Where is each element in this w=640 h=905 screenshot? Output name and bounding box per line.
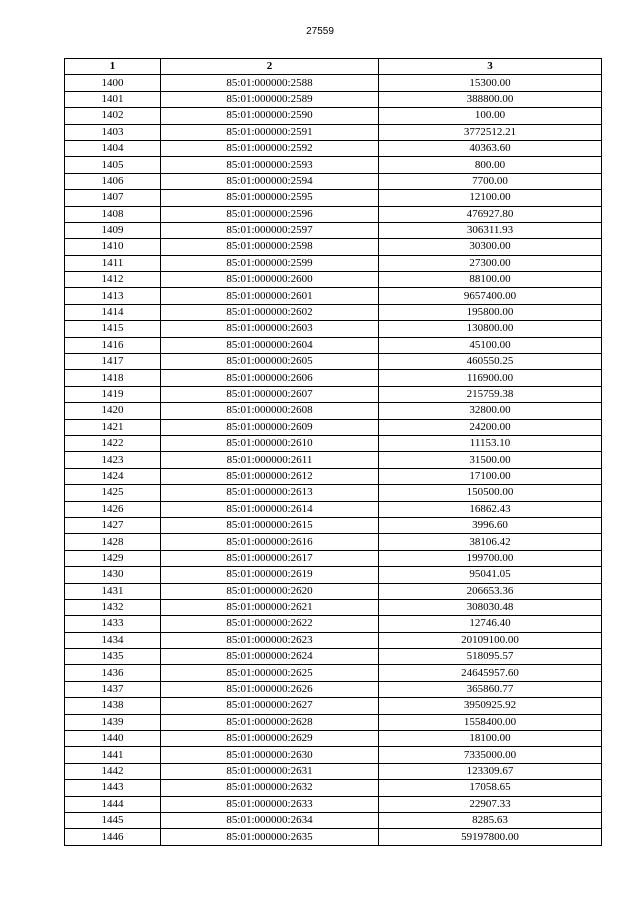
cadastral-number-cell: 85:01:000000:2635 bbox=[161, 829, 379, 845]
cadastral-number-cell: 85:01:000000:2614 bbox=[161, 501, 379, 517]
row-number-cell: 1403 bbox=[65, 124, 161, 140]
value-cell: 95041.05 bbox=[379, 567, 602, 583]
cadastral-number-cell: 85:01:000000:2606 bbox=[161, 370, 379, 386]
row-number-cell: 1439 bbox=[65, 714, 161, 730]
cadastral-number-cell: 85:01:000000:2600 bbox=[161, 272, 379, 288]
value-cell: 15300.00 bbox=[379, 75, 602, 91]
value-cell: 27300.00 bbox=[379, 255, 602, 271]
cadastral-number-cell: 85:01:000000:2623 bbox=[161, 632, 379, 648]
value-cell: 11153.10 bbox=[379, 435, 602, 451]
row-number-cell: 1431 bbox=[65, 583, 161, 599]
value-cell: 16862.43 bbox=[379, 501, 602, 517]
row-number-cell: 1428 bbox=[65, 534, 161, 550]
value-cell: 20109100.00 bbox=[379, 632, 602, 648]
table-header bbox=[65, 59, 602, 75]
value-cell: 45100.00 bbox=[379, 337, 602, 353]
value-cell: 215759.38 bbox=[379, 386, 602, 402]
column-header-2: 2 bbox=[161, 59, 379, 75]
row-number-cell: 1442 bbox=[65, 763, 161, 779]
table-row bbox=[65, 714, 602, 730]
table-row bbox=[65, 239, 602, 255]
value-cell: 100.00 bbox=[379, 108, 602, 124]
table-row bbox=[65, 517, 602, 533]
cadastral-number-cell: 85:01:000000:2620 bbox=[161, 583, 379, 599]
table-row bbox=[65, 747, 602, 763]
cadastral-number-cell: 85:01:000000:2634 bbox=[161, 812, 379, 828]
cadastral-number-cell: 85:01:000000:2616 bbox=[161, 534, 379, 550]
table-row bbox=[65, 304, 602, 320]
table-row bbox=[65, 435, 602, 451]
row-number-cell: 1402 bbox=[65, 108, 161, 124]
row-number-cell: 1429 bbox=[65, 550, 161, 566]
row-number-cell: 1437 bbox=[65, 681, 161, 697]
table-row bbox=[65, 370, 602, 386]
cadastral-number-cell: 85:01:000000:2593 bbox=[161, 157, 379, 173]
value-cell: 3996.60 bbox=[379, 517, 602, 533]
value-cell: 206653.36 bbox=[379, 583, 602, 599]
row-number-cell: 1413 bbox=[65, 288, 161, 304]
cadastral-number-cell: 85:01:000000:2602 bbox=[161, 304, 379, 320]
row-number-cell: 1444 bbox=[65, 796, 161, 812]
row-number-cell: 1419 bbox=[65, 386, 161, 402]
cadastral-number-cell: 85:01:000000:2589 bbox=[161, 91, 379, 107]
cadastral-number-cell: 85:01:000000:2591 bbox=[161, 124, 379, 140]
value-cell: 123309.67 bbox=[379, 763, 602, 779]
value-cell: 40363.60 bbox=[379, 140, 602, 156]
table-row bbox=[65, 91, 602, 107]
table-row bbox=[65, 337, 602, 353]
column-header-3: 3 bbox=[379, 59, 602, 75]
row-number-cell: 1433 bbox=[65, 616, 161, 632]
value-cell: 195800.00 bbox=[379, 304, 602, 320]
row-number-cell: 1406 bbox=[65, 173, 161, 189]
cadastral-number-cell: 85:01:000000:2604 bbox=[161, 337, 379, 353]
table-row bbox=[65, 222, 602, 238]
table-row bbox=[65, 599, 602, 615]
table-row bbox=[65, 419, 602, 435]
cadastral-number-cell: 85:01:000000:2621 bbox=[161, 599, 379, 615]
cadastral-number-cell: 85:01:000000:2611 bbox=[161, 452, 379, 468]
cadastral-number-cell: 85:01:000000:2615 bbox=[161, 517, 379, 533]
value-cell: 800.00 bbox=[379, 157, 602, 173]
value-cell: 8285.63 bbox=[379, 812, 602, 828]
table-row bbox=[65, 665, 602, 681]
value-cell: 24200.00 bbox=[379, 419, 602, 435]
table-body bbox=[65, 75, 602, 845]
row-number-cell: 1409 bbox=[65, 222, 161, 238]
table-row bbox=[65, 190, 602, 206]
table-row bbox=[65, 173, 602, 189]
table-row bbox=[65, 386, 602, 402]
table-row bbox=[65, 796, 602, 812]
cadastral-number-cell: 85:01:000000:2595 bbox=[161, 190, 379, 206]
cadastral-number-cell: 85:01:000000:2628 bbox=[161, 714, 379, 730]
row-number-cell: 1420 bbox=[65, 403, 161, 419]
value-cell: 17058.65 bbox=[379, 780, 602, 796]
value-cell: 32800.00 bbox=[379, 403, 602, 419]
row-number-cell: 1430 bbox=[65, 567, 161, 583]
cadastral-number-cell: 85:01:000000:2633 bbox=[161, 796, 379, 812]
table-row bbox=[65, 485, 602, 501]
cadastral-number-cell: 85:01:000000:2594 bbox=[161, 173, 379, 189]
value-cell: 22907.33 bbox=[379, 796, 602, 812]
value-cell: 30300.00 bbox=[379, 239, 602, 255]
header-row bbox=[65, 59, 602, 75]
row-number-cell: 1434 bbox=[65, 632, 161, 648]
cadastral-number-cell: 85:01:000000:2607 bbox=[161, 386, 379, 402]
cadastral-number-cell: 85:01:000000:2609 bbox=[161, 419, 379, 435]
row-number-cell: 1418 bbox=[65, 370, 161, 386]
value-cell: 518095.57 bbox=[379, 649, 602, 665]
table-row bbox=[65, 354, 602, 370]
cadastral-number-cell: 85:01:000000:2597 bbox=[161, 222, 379, 238]
table-row bbox=[65, 649, 602, 665]
cadastral-number-cell: 85:01:000000:2631 bbox=[161, 763, 379, 779]
value-cell: 365860.77 bbox=[379, 681, 602, 697]
row-number-cell: 1432 bbox=[65, 599, 161, 615]
cadastral-number-cell: 85:01:000000:2596 bbox=[161, 206, 379, 222]
row-number-cell: 1412 bbox=[65, 272, 161, 288]
value-cell: 3950925.92 bbox=[379, 698, 602, 714]
cadastral-number-cell: 85:01:000000:2624 bbox=[161, 649, 379, 665]
row-number-cell: 1424 bbox=[65, 468, 161, 484]
value-cell: 12100.00 bbox=[379, 190, 602, 206]
value-cell: 116900.00 bbox=[379, 370, 602, 386]
table-row bbox=[65, 468, 602, 484]
row-number-cell: 1411 bbox=[65, 255, 161, 271]
cadastral-number-cell: 85:01:000000:2610 bbox=[161, 435, 379, 451]
table-row bbox=[65, 403, 602, 419]
table-row bbox=[65, 501, 602, 517]
cadastral-number-cell: 85:01:000000:2619 bbox=[161, 567, 379, 583]
value-cell: 130800.00 bbox=[379, 321, 602, 337]
cadastral-number-cell: 85:01:000000:2617 bbox=[161, 550, 379, 566]
row-number-cell: 1414 bbox=[65, 304, 161, 320]
table-row bbox=[65, 550, 602, 566]
cadastral-number-cell: 85:01:000000:2612 bbox=[161, 468, 379, 484]
value-cell: 1558400.00 bbox=[379, 714, 602, 730]
table-row bbox=[65, 829, 602, 845]
table-row bbox=[65, 698, 602, 714]
table-row bbox=[65, 812, 602, 828]
cadastral-number-cell: 85:01:000000:2629 bbox=[161, 731, 379, 747]
table-row bbox=[65, 124, 602, 140]
value-cell: 308030.48 bbox=[379, 599, 602, 615]
table-row bbox=[65, 780, 602, 796]
cadastral-number-cell: 85:01:000000:2599 bbox=[161, 255, 379, 271]
value-cell: 306311.93 bbox=[379, 222, 602, 238]
value-cell: 388800.00 bbox=[379, 91, 602, 107]
row-number-cell: 1421 bbox=[65, 419, 161, 435]
column-header-1: 1 bbox=[65, 59, 161, 75]
cadastral-number-cell: 85:01:000000:2627 bbox=[161, 698, 379, 714]
value-cell: 12746.40 bbox=[379, 616, 602, 632]
row-number-cell: 1423 bbox=[65, 452, 161, 468]
table-row bbox=[65, 731, 602, 747]
cadastral-number-cell: 85:01:000000:2613 bbox=[161, 485, 379, 501]
value-cell: 18100.00 bbox=[379, 731, 602, 747]
cadastral-number-cell: 85:01:000000:2588 bbox=[161, 75, 379, 91]
row-number-cell: 1400 bbox=[65, 75, 161, 91]
row-number-cell: 1440 bbox=[65, 731, 161, 747]
cadastral-number-cell: 85:01:000000:2608 bbox=[161, 403, 379, 419]
value-cell: 31500.00 bbox=[379, 452, 602, 468]
table-row bbox=[65, 452, 602, 468]
cadastral-number-cell: 85:01:000000:2622 bbox=[161, 616, 379, 632]
row-number-cell: 1401 bbox=[65, 91, 161, 107]
cadastral-number-cell: 85:01:000000:2598 bbox=[161, 239, 379, 255]
cadastral-number-cell: 85:01:000000:2625 bbox=[161, 665, 379, 681]
value-cell: 150500.00 bbox=[379, 485, 602, 501]
cadastral-number-cell: 85:01:000000:2605 bbox=[161, 354, 379, 370]
value-cell: 3772512.21 bbox=[379, 124, 602, 140]
registry-table bbox=[64, 58, 602, 846]
table-row bbox=[65, 763, 602, 779]
value-cell: 7700.00 bbox=[379, 173, 602, 189]
value-cell: 460550.25 bbox=[379, 354, 602, 370]
cadastral-number-cell: 85:01:000000:2592 bbox=[161, 140, 379, 156]
row-number-cell: 1408 bbox=[65, 206, 161, 222]
row-number-cell: 1441 bbox=[65, 747, 161, 763]
row-number-cell: 1416 bbox=[65, 337, 161, 353]
row-number-cell: 1427 bbox=[65, 517, 161, 533]
cadastral-number-cell: 85:01:000000:2590 bbox=[161, 108, 379, 124]
row-number-cell: 1425 bbox=[65, 485, 161, 501]
table-row bbox=[65, 583, 602, 599]
cadastral-number-cell: 85:01:000000:2626 bbox=[161, 681, 379, 697]
row-number-cell: 1426 bbox=[65, 501, 161, 517]
row-number-cell: 1417 bbox=[65, 354, 161, 370]
row-number-cell: 1410 bbox=[65, 239, 161, 255]
row-number-cell: 1404 bbox=[65, 140, 161, 156]
row-number-cell: 1415 bbox=[65, 321, 161, 337]
table-row bbox=[65, 632, 602, 648]
value-cell: 199700.00 bbox=[379, 550, 602, 566]
table-row bbox=[65, 288, 602, 304]
table-row bbox=[65, 206, 602, 222]
table-row bbox=[65, 681, 602, 697]
row-number-cell: 1443 bbox=[65, 780, 161, 796]
table-row bbox=[65, 108, 602, 124]
cadastral-number-cell: 85:01:000000:2630 bbox=[161, 747, 379, 763]
row-number-cell: 1445 bbox=[65, 812, 161, 828]
cadastral-number-cell: 85:01:000000:2601 bbox=[161, 288, 379, 304]
value-cell: 476927.80 bbox=[379, 206, 602, 222]
row-number-cell: 1405 bbox=[65, 157, 161, 173]
value-cell: 38106.42 bbox=[379, 534, 602, 550]
value-cell: 59197800.00 bbox=[379, 829, 602, 845]
table-row bbox=[65, 534, 602, 550]
table-row bbox=[65, 272, 602, 288]
table-row bbox=[65, 567, 602, 583]
value-cell: 17100.00 bbox=[379, 468, 602, 484]
value-cell: 7335000.00 bbox=[379, 747, 602, 763]
row-number-cell: 1438 bbox=[65, 698, 161, 714]
row-number-cell: 1435 bbox=[65, 649, 161, 665]
cadastral-number-cell: 85:01:000000:2632 bbox=[161, 780, 379, 796]
table-row bbox=[65, 255, 602, 271]
table-row bbox=[65, 140, 602, 156]
table-row bbox=[65, 157, 602, 173]
value-cell: 9657400.00 bbox=[379, 288, 602, 304]
table-row bbox=[65, 75, 602, 91]
value-cell: 88100.00 bbox=[379, 272, 602, 288]
value-cell: 24645957.60 bbox=[379, 665, 602, 681]
page-number: 27559 bbox=[306, 26, 334, 37]
row-number-cell: 1407 bbox=[65, 190, 161, 206]
row-number-cell: 1436 bbox=[65, 665, 161, 681]
table-row bbox=[65, 616, 602, 632]
row-number-cell: 1422 bbox=[65, 435, 161, 451]
table-row bbox=[65, 321, 602, 337]
cadastral-number-cell: 85:01:000000:2603 bbox=[161, 321, 379, 337]
row-number-cell: 1446 bbox=[65, 829, 161, 845]
